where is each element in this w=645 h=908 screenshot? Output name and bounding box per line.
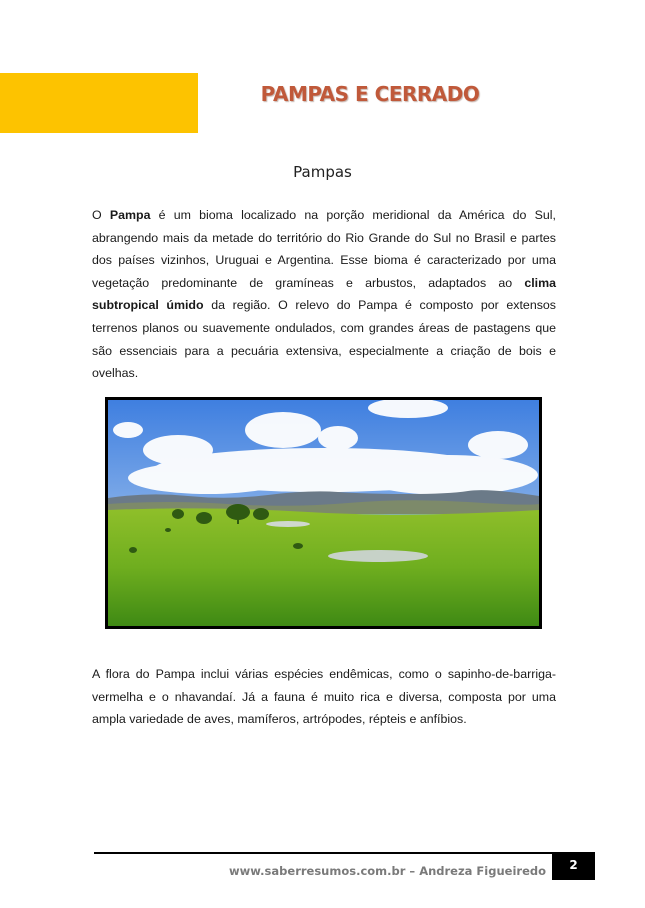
section-heading: Pampas xyxy=(293,163,352,181)
pampa-landscape-photo xyxy=(105,397,542,629)
intro-bold-pampa: Pampa xyxy=(109,208,151,222)
flora-fauna-paragraph: A flora do Pampa inclui várias espécies endêmicas, como o sapinho-de-barriga-vermelha e o nhavandaí. Já a fauna é muito rica e diversa, composta por uma ampla variedade de aves, mamíferos, artrópodes, répteis e anfíbios. xyxy=(92,667,556,727)
page-title: PAMPAS E CERRADO xyxy=(260,82,480,106)
footer-credit: www.saberresumos.com.br – Andreza Figueiredo xyxy=(229,864,546,878)
footer-divider xyxy=(94,852,552,854)
intro-bold-climate: clima subtropical úmido xyxy=(92,275,556,313)
header-accent-bar xyxy=(0,73,198,133)
intro-text-3: da região. O relevo do Pampa é composto por extensos terrenos planos ou suavemente ondulados, com grandes áreas de pastagens que são essenciais para a pecuária extensiva, especialmente a criação de bois e ovelhas. xyxy=(92,298,556,381)
intro-text-1: O xyxy=(92,208,110,222)
intro-text-2: é um bioma localizado na porção meridional da América do Sul, abrangendo mais da metade do território do Rio Grande do Sul no Brasil e partes dos países vizinhos, Uruguai e Argentina. Esse bioma é caracterizado por uma vegetação predominante de gramíneas e arbustos, adaptados ao xyxy=(92,208,556,290)
page-number: 2 xyxy=(552,852,595,880)
intro-paragraph xyxy=(92,204,556,385)
